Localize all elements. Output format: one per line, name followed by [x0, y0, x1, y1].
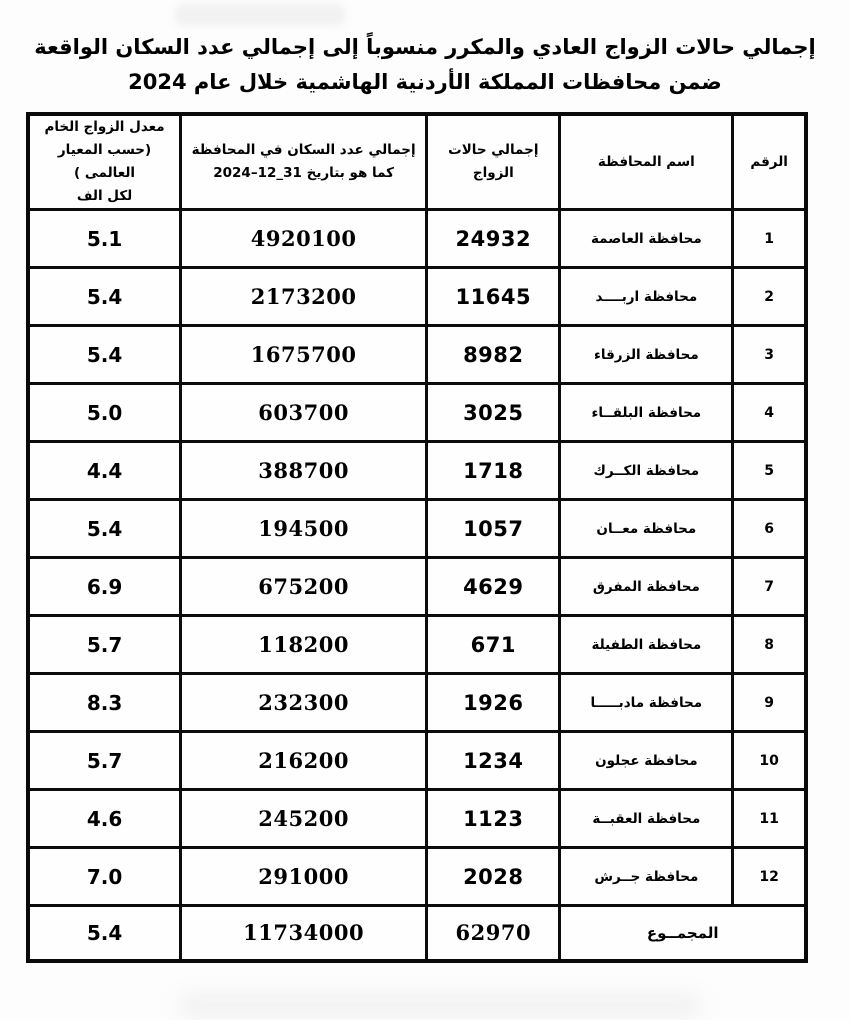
- governorate-name-cell: محافظة مادبـــــا: [560, 674, 733, 732]
- rate-cell: 5.1: [28, 210, 181, 268]
- marriages-cell: 1926: [427, 674, 560, 732]
- table-row: [28, 732, 806, 790]
- marriages-cell: 11645: [427, 268, 560, 326]
- marriages-cell: 3025: [427, 384, 560, 442]
- population-cell: 194500: [181, 500, 427, 558]
- governorate-name-cell: محافظة جــرش: [560, 848, 733, 906]
- row-number-cell: 9: [733, 674, 806, 732]
- row-number-cell: 5: [733, 442, 806, 500]
- title-line-2: ضمن محافظات المملكة الأردنية الهاشمية خلال عام 2024: [128, 69, 722, 94]
- rate-cell: 5.4: [28, 500, 181, 558]
- title-line-1: إجمالي حالات الزواج العادي والمكرر منسوباً إلى إجمالي عدد السكان الواقعة: [34, 35, 816, 59]
- rate-cell: 4.4: [28, 442, 181, 500]
- table-row: [28, 326, 806, 384]
- marriages-cell: 1057: [427, 500, 560, 558]
- governorate-name-cell: محافظة اربــــد: [560, 268, 733, 326]
- row-number-cell: 11: [733, 790, 806, 848]
- total-marriages-cell: 62970: [427, 906, 560, 961]
- header-number: [733, 114, 806, 209]
- population-cell: 291000: [181, 848, 427, 906]
- population-cell: 232300: [181, 674, 427, 732]
- table-row: [28, 616, 806, 674]
- population-cell: 216200: [181, 732, 427, 790]
- table-row: [28, 558, 806, 616]
- governorate-name-cell: محافظة الطفيلة: [560, 616, 733, 674]
- table-row: [28, 674, 806, 732]
- marriages-cell: 1234: [427, 732, 560, 790]
- header-population-line-1: إجمالي عدد السكان في المحافظة: [191, 142, 416, 159]
- rate-cell: 6.9: [28, 558, 181, 616]
- marriages-cell: 24932: [427, 210, 560, 268]
- total-label-cell: المجمــوع: [560, 906, 806, 961]
- marriages-cell: 2028: [427, 848, 560, 906]
- table-row: [28, 500, 806, 558]
- population-cell: 1675700: [181, 326, 427, 384]
- table-row: [28, 210, 806, 268]
- header-total-population: [181, 114, 427, 209]
- header-rate-line-3: لكل الف: [76, 188, 133, 205]
- marriage-statistics-table: [26, 112, 808, 962]
- rate-cell: 5.7: [28, 616, 181, 674]
- header-governorate-label: اسم المحافظة: [597, 153, 695, 170]
- population-cell: 603700: [181, 384, 427, 442]
- rate-cell: 4.6: [28, 790, 181, 848]
- marriages-cell: 1123: [427, 790, 560, 848]
- rate-cell: 8.3: [28, 674, 181, 732]
- header-rate-line-2: (حسب المعيار العالمى ): [57, 142, 152, 182]
- table-row: [28, 790, 806, 848]
- row-number-cell: 6: [733, 500, 806, 558]
- rate-cell: 5.4: [28, 268, 181, 326]
- table-header: [28, 114, 806, 209]
- governorate-name-cell: محافظة العقبــة: [560, 790, 733, 848]
- scan-smudge-artifact: [175, 4, 345, 26]
- row-number-cell: 2: [733, 268, 806, 326]
- header-row: [28, 114, 806, 209]
- rate-cell: 5.7: [28, 732, 181, 790]
- table-row: [28, 384, 806, 442]
- row-number-cell: 8: [733, 616, 806, 674]
- table-body: [28, 210, 806, 906]
- total-population-cell: 11734000: [181, 906, 427, 961]
- governorate-name-cell: محافظة الكــرك: [560, 442, 733, 500]
- governorate-name-cell: محافظة الزرقاء: [560, 326, 733, 384]
- header-marriages-label: إجمالي حالات الزواج: [448, 142, 539, 182]
- governorate-name-cell: محافظة العاصمة: [560, 210, 733, 268]
- table-row: [28, 268, 806, 326]
- header-total-marriages: [427, 114, 560, 209]
- header-rate-line-1: معدل الزواج الخام: [44, 119, 165, 136]
- population-cell: 388700: [181, 442, 427, 500]
- rate-cell: 5.0: [28, 384, 181, 442]
- scan-smudge-artifact: [180, 992, 700, 1020]
- row-number-cell: 10: [733, 732, 806, 790]
- marriages-cell: 8982: [427, 326, 560, 384]
- governorate-name-cell: محافظة عجلون: [560, 732, 733, 790]
- rate-cell: 5.4: [28, 326, 181, 384]
- statistics-table-container: [26, 112, 808, 962]
- header-population-line-2: كما هو بتاريخ 31_12–2024: [213, 165, 395, 182]
- population-cell: 4920100: [181, 210, 427, 268]
- governorate-name-cell: محافظة معــان: [560, 500, 733, 558]
- governorate-name-cell: محافظة البلقــاء: [560, 384, 733, 442]
- rate-cell: 7.0: [28, 848, 181, 906]
- governorate-name-cell: محافظة المفرق: [560, 558, 733, 616]
- marriages-cell: 671: [427, 616, 560, 674]
- header-governorate-name: [560, 114, 733, 209]
- header-number-label: الرقم: [750, 153, 788, 170]
- row-number-cell: 1: [733, 210, 806, 268]
- total-rate-cell: 5.4: [28, 906, 181, 961]
- marriages-cell: 4629: [427, 558, 560, 616]
- population-cell: 675200: [181, 558, 427, 616]
- row-number-cell: 3: [733, 326, 806, 384]
- page-title: [0, 0, 850, 99]
- population-cell: 2173200: [181, 268, 427, 326]
- total-row: [28, 906, 806, 961]
- population-cell: 245200: [181, 790, 427, 848]
- table-footer: [28, 906, 806, 961]
- population-cell: 118200: [181, 616, 427, 674]
- row-number-cell: 12: [733, 848, 806, 906]
- table-row: [28, 848, 806, 906]
- table-row: [28, 442, 806, 500]
- marriages-cell: 1718: [427, 442, 560, 500]
- row-number-cell: 7: [733, 558, 806, 616]
- header-crude-marriage-rate: [28, 114, 181, 209]
- row-number-cell: 4: [733, 384, 806, 442]
